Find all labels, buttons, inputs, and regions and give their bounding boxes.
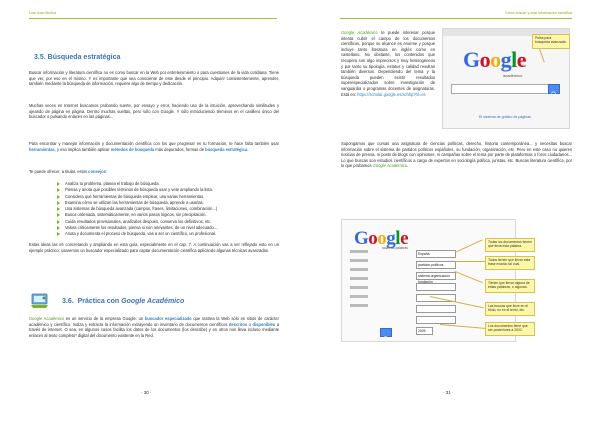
- scholar-sub-label: académico: [503, 73, 523, 78]
- field-label: todas las palabras: [382, 246, 408, 250]
- callout-line: [455, 261, 485, 262]
- running-head-right: Cómo buscar y usar información científica: [505, 11, 572, 15]
- p6-text-b: es un servicio de la empresa Google: un: [64, 316, 145, 321]
- paragraph-4: [29, 169, 279, 175]
- p3-text-d: .: [247, 146, 249, 152]
- p6-google-scholar: Google Académico: [29, 316, 65, 321]
- p1-text-b: te puede interesar porque intenta cubrir el campo de los documentos científicos, porque su alcance es enorme y porque incluye tanto literatura en inglés como en castellano. No obstante, los contenidos que recupera son algo imprecisos y muy heterogéneos y por tanto su tipología, estatus y calidad resultan también diversos. Dependiendo del tema y la búsqueda pueden existir resultados superespecializados sobre investigación de vanguardia o programas docentes de asignaturas. Está en:: [341, 30, 435, 97]
- callout-all-words: Todas los documentos tienen que lleva esta palabra.: [485, 238, 535, 252]
- list-item-text: Cuida resultados provisionales, analízalos después, conserva los definitivos, etc.: [65, 218, 212, 224]
- arrow-bullet-icon: [57, 232, 60, 236]
- list-item-text: Busca ordenada, sistemáticamente, en varios pasos lógicos, sin precipitación.: [65, 212, 207, 218]
- p3-highlight-busqueda: búsqueda estratégica: [205, 146, 248, 152]
- paragraph-1: Buscar información y literatura científica no es como buscar en la Web por entretenimiento o para cuestiones de la vida cotidiana. Tiene que ver, por eso en el mismo. Y es importante que sea consciente de este desde el principio. Adquirir consistentemente, aprender, también mediante la búsqueda de información, requiere algo de tiempo y dedicación.: [29, 70, 279, 87]
- arrow-bullet-icon: [57, 207, 60, 211]
- paragraph-scenario: [341, 141, 572, 169]
- paragraph-6: [29, 316, 279, 338]
- section-title-b: Google Académico: [121, 298, 185, 305]
- p4-text-a: Te puede ofrecer, a titular, estos: [29, 169, 89, 174]
- laptop-icon: [31, 293, 49, 309]
- search-icon: [549, 90, 559, 98]
- paragraph-5: Estas ideas las iré concretando y ampliando en esta guía, especialmente en el cap. 7. A continuación vas a ver reflejado esto en un ejemplo práctico: usaremos un buscador especializado para captar documentación científica aplicando algunas técnicas avanzadas.: [29, 242, 279, 253]
- search-button[interactable]: [548, 84, 560, 94]
- list-item-text: Examina cómo se utilizan las herramientas de búsqueda, aprende a usarlas.: [65, 199, 204, 205]
- section-heading-3-5: [34, 54, 120, 61]
- p4-highlight-consejos: consejos: [88, 169, 106, 174]
- paragraph-2: Muchas veces en Internet buscamos probando suerte, por ensayo y error, haciendo uso de la intuición, aprovechando similitudes y ojeando de página en página. Dentro muchas vueltas, pero sólo con Google. Y sólo introduciendo términos en el casillero único del buscador o pulsando enlaces en las páginas...: [29, 103, 279, 120]
- p6-text-c: que rastrea la Web sólo en sitios de carácter académico y científico. Indiza y extracta la información extrayendo un inventario de documentos científicos: [29, 316, 280, 327]
- header-rule: [340, 18, 572, 19]
- p3-highlight-herramientas: herramientas: [29, 146, 55, 152]
- p6-text-e: a través de internet. O sea, en algunos casos facilita los datos de los documentos (los describe) y en otros nos lleva incluso mediante enlaces al texto completo* digital del documento existente en la Red.: [29, 321, 279, 338]
- field-labels: [382, 244, 414, 253]
- arrow-bullet-icon: [57, 201, 60, 205]
- p2-google-scholar: Google Académico: [372, 163, 408, 169]
- p6-highlight-disponibles: disponibles: [252, 321, 276, 327]
- arrow-bullet-icon: [57, 226, 60, 230]
- p6-text-d: o: [247, 321, 253, 327]
- callout-advanced-search: Pulsa para búsqueda avanzada.: [532, 34, 570, 49]
- google-logo: Google: [463, 47, 527, 72]
- list-item-text: Valora críticamente los resultados, piensa si son relevantes, de un nivel adecuado...: [65, 225, 218, 231]
- form-label-column: [350, 250, 368, 320]
- callout-exact-phrase: Todos tienen que llevar esta frase exacta: tal cual.: [485, 256, 535, 270]
- list-item-text: Piensa y anota qué posibles términos de búsqueda usar y vete ampliando la lista.: [65, 187, 213, 193]
- callout-date-limit: Los documentos tiene que ser posteriores a 2002.: [485, 322, 535, 336]
- list-item-text: Anota y documenta el proceso de búsqueda, vas a ser un científico, un profesional.: [65, 231, 217, 237]
- p2-text-b: .: [407, 163, 409, 169]
- p3-text-a: Para encontrar y manejar información y documentación científica con los que progresar en tu formación, te hace falta también usar: [29, 141, 279, 146]
- p6-highlight-buscador: buscador especializado: [144, 316, 192, 321]
- arrow-bullet-icon: [57, 182, 60, 186]
- field-any-words[interactable]: sistema organización fundación: [416, 272, 456, 280]
- section-title: Búsqueda estratégica: [47, 54, 121, 61]
- p3-text-b: , y eso implica también aplicar: [54, 146, 111, 152]
- paragraph-gs-intro: [341, 30, 435, 97]
- section-number: 3.6.: [62, 298, 74, 305]
- advice-list: [57, 181, 279, 238]
- field-publication[interactable]: [416, 316, 456, 324]
- search-input[interactable]: [451, 84, 549, 94]
- arrow-bullet-icon: [57, 213, 60, 217]
- p3-text-c: más depurados, formas de: [154, 146, 206, 152]
- p3-highlight-metodos: métodos de búsqueda: [110, 146, 155, 152]
- field-author[interactable]: [416, 305, 456, 313]
- search-icon: [381, 335, 391, 342]
- arrow-bullet-icon: [57, 188, 60, 192]
- callout-title-only: Las buscas que lleve en el título, no en el texto, etc.: [485, 302, 535, 316]
- callout-any-words: Tienen que llevar alguna de estas palabras, o algunas.: [485, 279, 535, 293]
- scholar-link[interactable]: https://scholar.google.es/schhp?hl=es: [357, 91, 426, 97]
- p2-text-a: Supongamos que cursas una asignatura de ciencias políticas, derecho, historia contemporánea... y necesitas buscar información sobre el sistema de partidos políticos españoles, su fundación, organización, etc. Pero en este caso no quieres noticias de prensa, ni posts de blogs con opiniones, ni campañas sobre el tema por parte de plataformas o foros ciudadanos... Lo que buscas son estudios científicos a cargo de expertos en sociología política, juristas, etc. Buscas literatura científica, por lo que probamos: [341, 141, 572, 169]
- list-item-text: Usa sistemas de búsqueda avanzada (campos, frases, limitaciones, combinación...): [65, 206, 218, 212]
- arrow-bullet-icon: [57, 195, 60, 199]
- p6-highlight-descritos: descritos: [228, 321, 248, 327]
- section-number: 3.5.: [34, 54, 46, 61]
- form-fields: [416, 250, 456, 335]
- section-title-a: Práctica con: [77, 298, 122, 305]
- p4-text-b: :: [105, 169, 108, 174]
- running-head-left: Luis Juan Muñoz: [29, 11, 57, 15]
- google-logo: Google: [354, 228, 408, 249]
- list-item-text: Analiza tu problema, planea el trabajo de búsqueda.: [65, 181, 160, 186]
- field-date-from[interactable]: 2005: [416, 327, 433, 335]
- list-item-text: Considera qué herramientas de búsqueda emplear, usa varias herramientas.: [65, 193, 205, 199]
- page-number-right: · 31 ·: [443, 390, 454, 395]
- p1-google-scholar: Google Académico: [341, 30, 378, 35]
- field-exact-phrase[interactable]: partidos políticos: [416, 261, 456, 269]
- practice-icon: [31, 293, 49, 309]
- page-number-left: · 30 ·: [141, 390, 152, 395]
- scholar-footer-text: El sistema de gráfico de páginas: [479, 115, 531, 119]
- section-heading-3-6: [62, 298, 184, 305]
- right-page: [300, 0, 600, 424]
- header-rule: [29, 18, 277, 19]
- list-item: [57, 231, 279, 237]
- arrow-bullet-icon: [57, 220, 60, 224]
- paragraph-3: [29, 141, 279, 152]
- advanced-search-button[interactable]: [380, 328, 392, 337]
- field-all-words[interactable]: España: [416, 250, 456, 258]
